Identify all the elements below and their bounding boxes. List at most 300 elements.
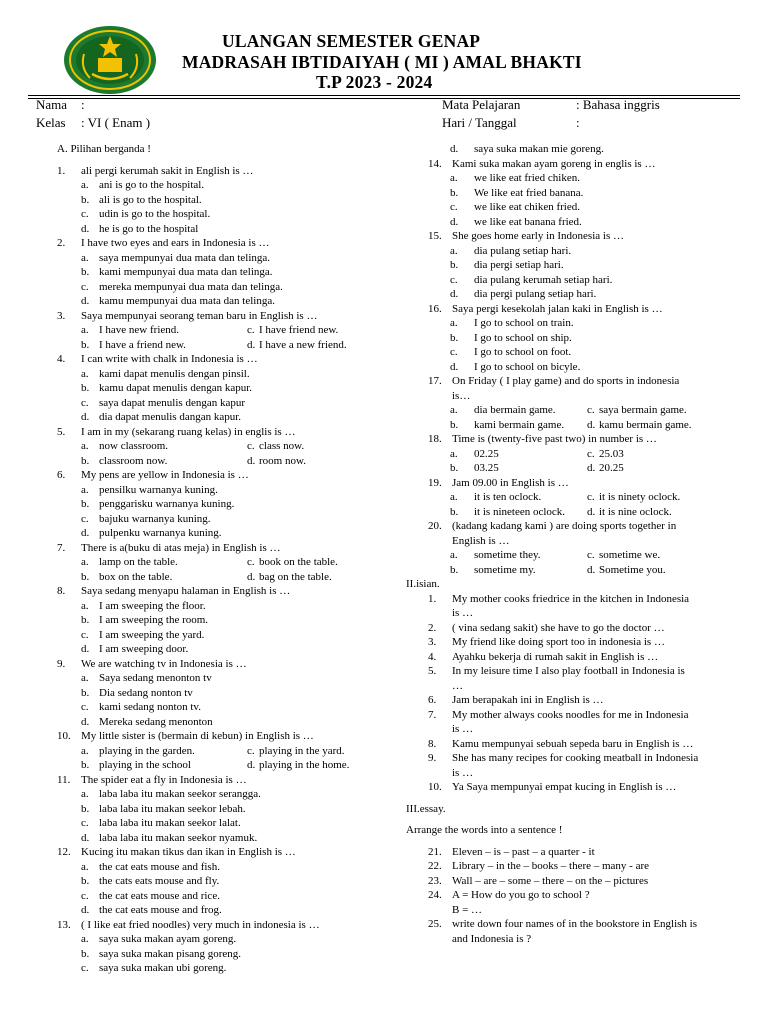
option-letter: b. bbox=[81, 686, 90, 699]
option-letter: c. bbox=[81, 512, 89, 525]
option-letter: a. bbox=[81, 556, 89, 568]
option-text: 02.25 bbox=[474, 447, 499, 460]
question-number: 1. bbox=[57, 164, 66, 177]
question-text: write down four names of in the bookstore in English is bbox=[452, 918, 698, 930]
question-continuation bbox=[406, 766, 746, 781]
option-letter: a. bbox=[450, 244, 458, 257]
answer-option bbox=[57, 700, 397, 715]
option-letter: c. bbox=[81, 208, 89, 220]
hari-label: Hari / Tanggal bbox=[442, 115, 517, 130]
question-item bbox=[406, 664, 746, 679]
option-letter: d. bbox=[81, 527, 90, 539]
option-text: sometime we. bbox=[599, 549, 661, 561]
question-text: Eleven – is – past – a quarter - it bbox=[452, 845, 595, 858]
answer-option bbox=[57, 889, 397, 904]
answer-option-pair bbox=[57, 555, 397, 570]
option-letter: a. bbox=[81, 788, 89, 800]
question-continuation bbox=[406, 534, 746, 549]
option-text: 03.25 bbox=[474, 462, 499, 474]
answer-option-pair bbox=[57, 570, 397, 585]
answer-option bbox=[406, 244, 746, 259]
option-text: we like eat banana fried. bbox=[474, 215, 582, 228]
option-letter: b. bbox=[450, 331, 459, 344]
option-text: classroom now. bbox=[99, 454, 168, 467]
option-letter: b. bbox=[450, 186, 459, 199]
question-text: On Friday ( I play game) and do sports in indonesia bbox=[452, 375, 680, 387]
question-item bbox=[57, 425, 397, 440]
school-logo bbox=[62, 24, 158, 96]
answer-option bbox=[406, 200, 746, 215]
question-number: 2. bbox=[428, 621, 437, 634]
answer-option bbox=[57, 599, 397, 614]
question-item bbox=[57, 845, 397, 860]
answer-option bbox=[406, 273, 746, 288]
answer-option bbox=[57, 526, 397, 541]
option-letter: d. bbox=[81, 904, 90, 916]
question-text: I can write with chalk in Indonesia is … bbox=[81, 353, 258, 365]
answer-option-pair bbox=[406, 447, 746, 462]
question-item bbox=[57, 729, 397, 744]
option-letter: c. bbox=[247, 440, 255, 452]
answer-option-pair bbox=[406, 563, 746, 578]
option-letter: b. bbox=[81, 266, 90, 278]
option-letter: b. bbox=[81, 759, 90, 771]
question-number: 6. bbox=[428, 694, 437, 706]
option-letter: d. bbox=[247, 454, 256, 467]
option-text: I go to school on train. bbox=[474, 317, 574, 329]
option-letter: d. bbox=[247, 338, 256, 351]
answer-option-pair bbox=[406, 490, 746, 505]
option-letter: d. bbox=[81, 411, 90, 423]
question-number: 4. bbox=[57, 353, 66, 365]
question-text: is … bbox=[452, 723, 474, 735]
question-number: 14. bbox=[428, 157, 442, 170]
question-item bbox=[406, 650, 746, 665]
left-column bbox=[57, 142, 397, 976]
option-letter: c. bbox=[81, 628, 89, 641]
option-text: he is go to the hospital bbox=[99, 222, 199, 235]
answer-option bbox=[406, 258, 746, 273]
option-text: I have a friend new. bbox=[99, 338, 186, 351]
answer-option-pair bbox=[57, 744, 397, 759]
option-letter: a. bbox=[450, 317, 458, 329]
question-number: 7. bbox=[57, 541, 66, 554]
answer-option bbox=[406, 171, 746, 186]
question-number: 10. bbox=[428, 781, 442, 793]
answer-option bbox=[57, 367, 397, 382]
option-letter: d. bbox=[81, 831, 90, 844]
question-item bbox=[406, 780, 746, 795]
option-text: sometime my. bbox=[474, 563, 536, 576]
question-number: 4. bbox=[428, 650, 437, 663]
question-item bbox=[57, 918, 397, 933]
question-text: My pens are yellow in Indonesia is … bbox=[81, 469, 249, 481]
question-number: 1. bbox=[428, 592, 437, 605]
option-text: saya suka makan ayam goreng. bbox=[99, 933, 237, 945]
option-text: Sometime you. bbox=[599, 563, 666, 576]
answer-option bbox=[57, 860, 397, 875]
option-text: I go to school on ship. bbox=[474, 331, 572, 344]
option-text: dia bermain game. bbox=[474, 404, 556, 416]
hari-value[interactable]: : bbox=[576, 115, 580, 130]
question-text: and Indonesia is ? bbox=[452, 932, 532, 945]
question-number: 5. bbox=[57, 425, 66, 438]
nama-value[interactable]: : bbox=[81, 97, 85, 112]
question-text: My little sister is (bermain di kebun) in English is … bbox=[81, 730, 314, 742]
right-column bbox=[406, 142, 746, 946]
answer-option bbox=[57, 787, 397, 802]
question-text: My friend like doing sport too in indonesia is … bbox=[452, 636, 665, 648]
exam-title: ULANGAN SEMESTER GENAP bbox=[222, 31, 481, 51]
question-text: We are watching tv in Indonesia is … bbox=[81, 657, 247, 670]
answer-option bbox=[57, 715, 397, 730]
answer-option bbox=[57, 686, 397, 701]
question-number: 20. bbox=[428, 520, 442, 532]
option-text: saya dapat menulis dengan kapur bbox=[99, 396, 246, 409]
option-text: saya mempunyai dua mata dan telinga. bbox=[99, 251, 271, 264]
option-letter: c. bbox=[81, 889, 89, 902]
kelas-value: : VI ( Enam ) bbox=[81, 115, 151, 130]
answer-option bbox=[57, 613, 397, 628]
option-text: playing in the school bbox=[99, 759, 191, 771]
mapel-label: Mata Pelajaran bbox=[442, 97, 521, 112]
answer-option bbox=[57, 671, 397, 686]
answer-option bbox=[57, 874, 397, 889]
question-item bbox=[57, 352, 397, 367]
answer-option bbox=[57, 193, 397, 208]
option-text: bajuku warnanya kuning. bbox=[99, 512, 211, 525]
answer-option bbox=[57, 497, 397, 512]
answer-option bbox=[57, 932, 397, 947]
option-text: I am sweeping door. bbox=[99, 643, 189, 655]
question-number: 7. bbox=[428, 708, 437, 721]
question-number: 9. bbox=[428, 752, 437, 764]
answer-option-pair bbox=[57, 454, 397, 469]
option-letter: d. bbox=[81, 715, 90, 728]
question-item bbox=[57, 584, 397, 599]
question-item bbox=[57, 236, 397, 251]
option-letter: c. bbox=[247, 744, 255, 757]
option-text: udin is go to the hospital. bbox=[99, 208, 211, 220]
option-letter: a. bbox=[81, 251, 89, 264]
option-text: I have new friend. bbox=[99, 324, 180, 336]
question-number: 11. bbox=[57, 773, 71, 786]
question-continuation bbox=[406, 606, 746, 621]
option-text: kami dapat menulis dengan pinsil. bbox=[99, 367, 250, 380]
option-letter: b. bbox=[81, 614, 90, 626]
option-text: 25.03 bbox=[599, 447, 624, 460]
option-letter: b. bbox=[81, 498, 90, 510]
answer-option bbox=[57, 207, 397, 222]
option-letter: c. bbox=[247, 556, 255, 568]
question-item bbox=[406, 751, 746, 766]
answer-option bbox=[406, 331, 746, 346]
question-number: 21. bbox=[428, 845, 442, 858]
question-item bbox=[406, 708, 746, 723]
option-text: the cat eats mouse and fish. bbox=[99, 860, 220, 873]
answer-option bbox=[57, 831, 397, 846]
option-text: penggarisku warnanya kuning. bbox=[99, 498, 235, 510]
answer-option bbox=[57, 628, 397, 643]
option-letter: b. bbox=[450, 563, 459, 576]
option-letter: b. bbox=[81, 875, 90, 887]
option-letter: a. bbox=[450, 404, 458, 416]
answer-option bbox=[57, 816, 397, 831]
section-heading: III.essay. bbox=[406, 802, 446, 815]
answer-option bbox=[57, 483, 397, 498]
option-text: kami bermain game. bbox=[474, 418, 565, 431]
option-text: playing in the garden. bbox=[99, 744, 195, 757]
option-letter: b. bbox=[450, 259, 459, 271]
option-text: I go to school on bicyle. bbox=[474, 360, 581, 373]
option-letter: a. bbox=[450, 491, 458, 503]
answer-option bbox=[57, 178, 397, 193]
question-text: Kucing itu makan tikus dan ikan in English is … bbox=[81, 846, 296, 858]
question-text: I am in my (sekarang ruang kelas) in englis is … bbox=[81, 425, 296, 438]
question-text: The spider eat a fly in Indonesia is … bbox=[81, 773, 247, 786]
option-text: I go to school on foot. bbox=[474, 346, 572, 358]
option-letter: a. bbox=[450, 172, 458, 184]
option-letter: a. bbox=[450, 549, 458, 561]
answer-option bbox=[57, 410, 397, 425]
question-item bbox=[406, 621, 746, 636]
question-text: is … bbox=[452, 766, 474, 779]
question-text: I have two eyes and ears in Indonesia is … bbox=[81, 237, 270, 249]
option-letter: d. bbox=[450, 360, 459, 373]
option-text: it is nineteen oclock. bbox=[474, 505, 566, 518]
question-item bbox=[406, 693, 746, 708]
question-text: Wall – are – some – there – on the – pictures bbox=[452, 874, 649, 887]
option-letter: d. bbox=[81, 295, 90, 307]
question-continuation bbox=[406, 389, 746, 404]
question-text: She has many recipes for cooking meatball in Indonesia bbox=[452, 752, 699, 764]
question-number: 2. bbox=[57, 237, 66, 249]
question-text: … bbox=[452, 679, 463, 692]
answer-option bbox=[57, 512, 397, 527]
option-text: the cat eats mouse and rice. bbox=[99, 889, 220, 902]
question-text: Kami suka makan ayam goreng in englis is … bbox=[452, 157, 656, 170]
option-letter: b. bbox=[450, 462, 459, 474]
option-letter: d. bbox=[450, 215, 459, 228]
option-text: sometime they. bbox=[474, 549, 541, 561]
option-text: it is ninety oclock. bbox=[599, 491, 681, 503]
option-letter: a. bbox=[81, 860, 89, 873]
option-text: laba laba itu makan seekor nyamuk. bbox=[99, 831, 258, 844]
option-text: the cat eats mouse and frog. bbox=[99, 904, 222, 916]
option-letter: c. bbox=[81, 817, 89, 829]
question-item bbox=[406, 229, 746, 244]
option-text: dia pergi pulang setiap hari. bbox=[474, 288, 597, 300]
answer-option-pair bbox=[406, 461, 746, 476]
answer-option bbox=[57, 396, 397, 411]
spacer bbox=[406, 838, 746, 845]
question-text: Saya sedang menyapu halaman in English is … bbox=[81, 585, 291, 597]
question-item bbox=[406, 859, 746, 874]
option-text: laba laba itu makan seekor serangga. bbox=[99, 788, 261, 800]
question-number: 10. bbox=[57, 730, 71, 742]
option-text: saya suka makan pisang goreng. bbox=[99, 947, 242, 960]
question-text: My mother always cooks noodles for me in Indonesia bbox=[452, 708, 689, 721]
option-text: we like eat chiken fried. bbox=[474, 201, 580, 213]
answer-option bbox=[406, 287, 746, 302]
option-text: ani is go to the hospital. bbox=[99, 179, 205, 191]
answer-option-pair bbox=[57, 439, 397, 454]
question-item bbox=[406, 737, 746, 752]
option-letter: c. bbox=[247, 324, 255, 336]
answer-option bbox=[57, 280, 397, 295]
option-text: Saya sedang menonton tv bbox=[99, 672, 212, 684]
question-text: ( I like eat fried noodles) very much in indonesia is … bbox=[81, 918, 320, 931]
option-text: mereka mempunyai dua mata dan telinga. bbox=[99, 280, 283, 293]
answer-option-pair bbox=[406, 548, 746, 563]
option-text: saya suka makan mie goreng. bbox=[474, 143, 604, 155]
question-number: 9. bbox=[57, 657, 66, 670]
option-letter: b. bbox=[81, 570, 90, 583]
option-letter: d. bbox=[81, 643, 90, 655]
option-letter: c. bbox=[450, 201, 458, 213]
option-letter: b. bbox=[450, 505, 459, 518]
answer-option bbox=[57, 251, 397, 266]
option-text: the cats eats mouse and fly. bbox=[99, 875, 220, 887]
question-item bbox=[406, 519, 746, 534]
option-text: saya bermain game. bbox=[599, 404, 687, 416]
option-text: lamp on the table. bbox=[99, 556, 178, 568]
question-text: A = How do you go to school ? bbox=[452, 889, 590, 901]
option-letter: b. bbox=[81, 193, 90, 206]
school-year: T.P 2023 - 2024 bbox=[316, 72, 433, 92]
option-letter: a. bbox=[81, 440, 89, 452]
option-letter: b. bbox=[81, 802, 90, 815]
option-letter: c. bbox=[81, 701, 89, 713]
spacer bbox=[57, 157, 397, 164]
question-item bbox=[406, 476, 746, 491]
answer-option bbox=[406, 316, 746, 331]
answer-option bbox=[57, 802, 397, 817]
question-text: Saya mempunyai seorang teman baru in English is … bbox=[81, 309, 318, 322]
option-text: class now. bbox=[259, 440, 305, 452]
answer-option-pair bbox=[57, 338, 397, 353]
option-letter: c. bbox=[81, 962, 89, 974]
option-letter: a. bbox=[81, 179, 89, 191]
option-text: I am sweeping the yard. bbox=[99, 628, 205, 641]
option-letter: c. bbox=[450, 273, 458, 286]
option-letter: b. bbox=[81, 338, 90, 351]
question-item bbox=[57, 773, 397, 788]
question-text: is … bbox=[452, 607, 474, 619]
question-number: 13. bbox=[57, 918, 71, 931]
answer-option bbox=[406, 345, 746, 360]
option-text: it is ten oclock. bbox=[474, 491, 542, 503]
option-text: kamu mempunyai dua mata dan telinga. bbox=[99, 295, 275, 307]
question-item bbox=[406, 845, 746, 860]
question-number: 15. bbox=[428, 230, 442, 242]
option-text: kami mempunyai dua mata dan telinga. bbox=[99, 266, 273, 278]
answer-option bbox=[57, 961, 397, 976]
question-text: ali pergi kerumah sakit in English is … bbox=[81, 164, 254, 177]
question-item bbox=[57, 541, 397, 556]
question-item bbox=[406, 374, 746, 389]
option-letter: a. bbox=[81, 672, 89, 684]
option-letter: c. bbox=[81, 396, 89, 409]
question-item bbox=[406, 157, 746, 172]
option-letter: a. bbox=[81, 483, 89, 496]
section-heading: Arrange the words into a sentence ! bbox=[406, 824, 563, 836]
answer-option-pair bbox=[406, 418, 746, 433]
answer-option bbox=[57, 294, 397, 309]
answer-option bbox=[57, 903, 397, 918]
question-number: 24. bbox=[428, 889, 442, 901]
question-text: Jam berapakah ini in English is … bbox=[452, 694, 604, 706]
option-letter: a. bbox=[81, 933, 89, 945]
kelas-label: Kelas bbox=[36, 115, 66, 130]
section-heading: II.isian. bbox=[406, 578, 440, 590]
option-text: dia pulang kerumah setiap hari. bbox=[474, 273, 613, 286]
option-text: pulpenku warnanya kuning. bbox=[99, 527, 222, 539]
question-text: My mother cooks friedrice in the kitchen in Indonesia bbox=[452, 592, 690, 605]
option-text: kami sedang nonton tv. bbox=[99, 701, 201, 713]
option-text: bag on the table. bbox=[259, 570, 332, 583]
question-number: 3. bbox=[57, 309, 66, 322]
question-text: English is … bbox=[452, 534, 510, 547]
answer-option-pair bbox=[406, 403, 746, 418]
option-letter: b. bbox=[450, 418, 459, 431]
question-text: (kadang kadang kami ) are doing sports together in bbox=[452, 520, 677, 532]
option-text: I am sweeping the room. bbox=[99, 614, 209, 626]
option-letter: d. bbox=[450, 288, 459, 300]
question-text: B = … bbox=[452, 903, 483, 916]
option-text: laba laba itu makan seekor lebah. bbox=[99, 802, 246, 815]
option-letter: d. bbox=[587, 462, 596, 474]
option-letter: d. bbox=[247, 759, 256, 771]
question-continuation bbox=[406, 903, 746, 918]
question-item bbox=[406, 302, 746, 317]
answer-option bbox=[406, 360, 746, 375]
option-letter: d. bbox=[587, 418, 596, 431]
question-number: 22. bbox=[428, 860, 442, 872]
option-letter: a. bbox=[81, 599, 89, 612]
option-text: I have friend new. bbox=[259, 324, 339, 336]
option-text: it is nine oclock. bbox=[599, 505, 672, 518]
option-letter: a. bbox=[81, 367, 89, 380]
option-letter: d. bbox=[450, 143, 459, 155]
question-number: 3. bbox=[428, 636, 437, 648]
option-letter: a. bbox=[81, 324, 89, 336]
option-text: saya suka makan ubi goreng. bbox=[99, 962, 227, 974]
question-number: 16. bbox=[428, 302, 442, 315]
answer-option bbox=[57, 947, 397, 962]
question-text: Ya Saya mempunyai empat kucing in English is … bbox=[452, 781, 677, 793]
option-text: pensilku warnanya kuning. bbox=[99, 483, 218, 496]
question-item bbox=[57, 468, 397, 483]
question-text: There is a(buku di atas meja) in English is … bbox=[81, 541, 281, 554]
option-letter: c. bbox=[587, 404, 595, 416]
option-text: book on the table. bbox=[259, 556, 338, 568]
question-item bbox=[406, 917, 746, 932]
answer-option bbox=[406, 186, 746, 201]
answer-option bbox=[57, 642, 397, 657]
answer-option bbox=[57, 265, 397, 280]
question-text: Time is (twenty-five past two) in number is … bbox=[452, 433, 657, 445]
spacer bbox=[406, 795, 746, 802]
question-text: is… bbox=[452, 389, 471, 402]
option-letter: a. bbox=[81, 744, 89, 757]
option-text: we like eat fried chiken. bbox=[474, 172, 580, 184]
option-letter: d. bbox=[587, 505, 596, 518]
question-item bbox=[57, 309, 397, 324]
question-number: 18. bbox=[428, 433, 442, 445]
question-continuation bbox=[406, 722, 746, 737]
question-text: Kamu mempunyai sebuah sepeda baru in English is … bbox=[452, 737, 694, 750]
